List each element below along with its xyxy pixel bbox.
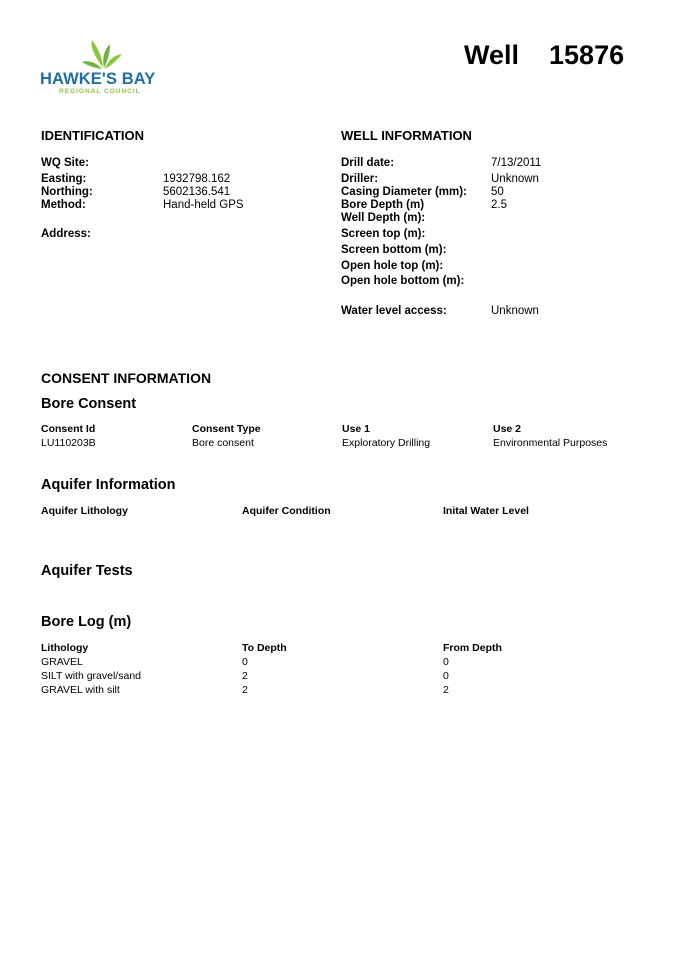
driller-label: Driller: (341, 173, 379, 185)
aquifer-col-header: Aquifer Condition (242, 505, 331, 517)
aquifer-col-header: Inital Water Level (443, 505, 529, 517)
logo-leaf (82, 61, 102, 69)
consent-cell: LU110203B (41, 437, 96, 449)
consent-col-header: Use 1 (342, 423, 371, 435)
address-label: Address: (41, 228, 91, 240)
bore-log-cell: 0 (443, 670, 449, 682)
bore-log-col-header: To Depth (242, 642, 287, 654)
bore-log-heading: Bore Log (m) (41, 614, 132, 630)
well-depth-label: Well Depth (m): (341, 212, 426, 224)
org-subtitle: REGIONAL COUNCIL (59, 88, 141, 95)
northing-label: Northing: (41, 186, 93, 198)
bore-log-cell: 2 (242, 684, 248, 696)
water-access-value: Unknown (491, 305, 539, 317)
org-name: HAWKE'S BAY (40, 70, 156, 88)
aquifer-tests-heading: Aquifer Tests (41, 563, 133, 579)
screen-top-label: Screen top (m): (341, 228, 426, 240)
bore-log-cell: 2 (242, 670, 248, 682)
bore-log-col-header: From Depth (443, 642, 502, 654)
casing-value: 50 (491, 186, 504, 198)
bore-log-cell: 0 (242, 656, 248, 668)
aquifer-heading: Aquifer Information (41, 477, 176, 493)
drill-date-label: Drill date: (341, 157, 395, 169)
northing-value: 5602136.541 (163, 186, 231, 198)
easting-label: Easting: (41, 173, 87, 185)
method-value: Hand-held GPS (163, 199, 244, 211)
aquifer-col-header: Aquifer Lithology (41, 505, 128, 517)
consent-col-header: Use 2 (493, 423, 522, 435)
consent-cell: Environmental Purposes (493, 437, 608, 449)
identification-heading: IDENTIFICATION (41, 128, 145, 143)
method-label: Method: (41, 199, 86, 211)
bore-log-col-header: Lithology (41, 642, 89, 654)
open-hole-bottom-label: Open hole bottom (m): (341, 275, 465, 287)
consent-col-header: Consent Type (192, 423, 261, 435)
consent-col-header: Consent Id (41, 423, 96, 435)
driller-value: Unknown (491, 173, 539, 185)
bore-log-cell: 2 (443, 684, 449, 696)
consent-cell: Exploratory Drilling (342, 437, 431, 449)
consent-cell: Bore consent (192, 437, 254, 449)
casing-label: Casing Diameter (mm): (341, 186, 467, 198)
bore-depth-label: Bore Depth (m) (341, 199, 425, 211)
bore-depth-value: 2.5 (491, 199, 507, 211)
wq-site-label: WQ Site: (41, 157, 89, 169)
bore-log-cell: 0 (443, 656, 449, 668)
drill-date-value: 7/13/2011 (491, 157, 542, 169)
page-title (464, 40, 624, 71)
well-label: Well (464, 40, 520, 70)
water-access-label: Water level access: (341, 305, 447, 317)
open-hole-top-label: Open hole top (m): (341, 260, 444, 272)
well-info-heading: WELL INFORMATION (341, 128, 472, 143)
bore-log-cell: SILT with gravel/sand (41, 670, 141, 682)
screen-bottom-label: Screen bottom (m): (341, 244, 447, 256)
bore-log-cell: GRAVEL with silt (41, 684, 120, 696)
bore-log-cell: GRAVEL (41, 656, 83, 668)
bore-consent-heading: Bore Consent (41, 396, 137, 412)
well-number: 15876 (549, 40, 625, 70)
consent-heading: CONSENT INFORMATION (41, 370, 212, 386)
easting-value: 1932798.162 (163, 173, 231, 185)
